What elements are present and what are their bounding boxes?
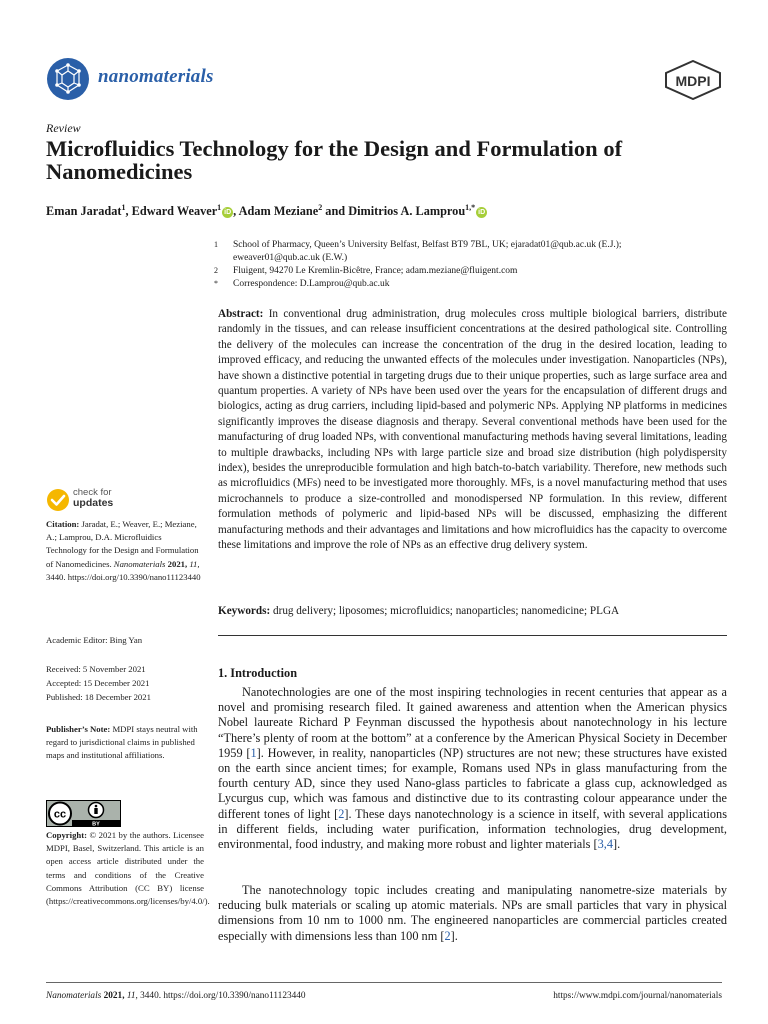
author-name[interactable]: Eman Jaradat (46, 204, 122, 219)
check-updates-top: check for (73, 487, 112, 498)
publisher-note-text: MDPI stays neutral with regard to jurisdictional claims in published maps and institutional affiliations. (46, 724, 198, 761)
reference-link[interactable]: 1 (250, 745, 257, 760)
article-type: Review (46, 121, 81, 135)
affiliation-mark: * (214, 279, 218, 288)
keywords-text: drug delivery; liposomes; microfluidics; nanoparticles; nanomedicine; PLGA (273, 605, 620, 617)
citation-doi[interactable]: 3440. https://doi.org/10.3390/nano11123440 (46, 571, 201, 582)
paragraph: The nanotechnology topic includes creating and manipulating nanometre-size materials by reducing bulk materials or scaling up atomic materials. NPs are small particles that vary in physical dimensions from 10 nm to 1000 nm. The engineered nanoparticles are commercial particles created especially with dimensions less than 100 nm [2]. (218, 883, 727, 943)
reference-link[interactable]: 3,4 (597, 837, 614, 852)
check-for-updates-button[interactable] (46, 486, 166, 514)
affiliation-mark: 2 (214, 266, 218, 275)
copyright-label: Copyright: (46, 830, 88, 840)
footer-journal-url[interactable]: https://www.mdpi.com/journal/nanomaterials (553, 991, 722, 1001)
article-title: Microfluidics Technology for the Design and Formulation of Nanomedicines (46, 136, 623, 184)
affiliation-text: Fluigent, 94270 Le Kremlin-Bicêtre, France; adam.meziane@fluigent.com (233, 266, 518, 276)
cc-by-label: BY (92, 821, 100, 827)
divider (218, 635, 727, 636)
abstract-label: Abstract: (218, 308, 264, 320)
section-heading: 1. Introduction (218, 666, 298, 680)
copyright-text: © 2021 by the authors. Licensee MDPI, Basel, Switzerland. This article is an open access article distributed under the terms and conditions of the Creative Commons Attribution (CC BY) license (https://creativecommons.org/licenses/by/4.0/). (46, 830, 210, 907)
check-updates-icon (46, 487, 70, 513)
keywords-label: Keywords: (218, 605, 271, 617)
footer-citation (46, 991, 306, 1001)
citation-journal: Nanomaterials (113, 558, 166, 569)
check-updates-bottom: updates (73, 497, 114, 509)
cc-by-license-icon[interactable] (46, 800, 121, 827)
accepted-date: Accepted: 15 December 2021 (46, 678, 150, 688)
author-name[interactable]: Adam Meziane (238, 204, 319, 219)
reference-link[interactable]: 2 (444, 928, 451, 943)
journal-logo-icon (46, 57, 90, 101)
publisher-note (46, 723, 204, 763)
reference-link[interactable]: 2 (338, 806, 345, 821)
mdpi-logo-icon (664, 60, 722, 100)
citation-block (46, 518, 204, 584)
academic-editor: Academic Editor: Bing Yan (46, 635, 143, 645)
orcid-icon[interactable]: iD (224, 209, 232, 217)
footer-doi-link[interactable]: 3440. https://doi.org/10.3390/nano11123440 (140, 991, 306, 1001)
citation-label: Citation: (46, 519, 80, 529)
abstract-text: In conventional drug administration, drug molecules cross multiple biological barriers, distribute randomly in the tissues, and can release insufficient concentrations at the desired pathological site. Controlling the delivery of the molecules can increase the concentration of the drug in the desired location, leading to improved efficacy, and reducing the unwanted effects of the molecules under investigation. Nanoparticles (NPs), have shown a distinctive potential in targeting drugs due to their unique properties, such as large surface area and quantum properties. A variety of NPs have been used over the years for the encapsulation of different drugs and biologics, acting as drug carriers, including lipid-based and polymeric NPs. Applying NP platforms in medicines significantly improves the disease diagnosis and therapy. Several conventional methods have been used for the manufacturing of drug loaded NPs, with conventional manufacturing methods having several limitations, leading to multiple drawbacks, including NPs with large particle size and broad size distribution (high polydispersity index), besides the unreproducible formulation and high batch-to-batch variability. Therefore, new methods such as microfluidics (MFs) need to be investigated more thoroughly. MFs, is a novel manufacturing method that uses microchannels to produce a size-controlled and monodispersed NP formulation. In this review, different formulation methods of polymeric and lipid-based NPs will be discussed, emphasizing the different manufacturing methods and their advantages and limitations and how microfluidics has the capacity to overcome these limitations and improve the role of NPs as an effective drug delivery system. (218, 308, 728, 552)
citation-year: 2021, (167, 558, 188, 569)
publisher-name: MDPI (675, 73, 711, 89)
author-list: Eman Jaradat$^1$, Edward Weaver$^1$iD , Adam Meziane$^2$ and Dimitrios A. Lamprou$^{1,*}$iD (46, 203, 486, 219)
affiliation-text: School of Pharmacy, Queen’s University Belfast, Belfast BT9 7BL, UK; ejaradat01@qub.ac.uk (E.J.); (233, 240, 622, 250)
abstract (218, 307, 727, 554)
footer-volume: 11, (126, 991, 138, 1001)
author-name[interactable]: Dimitrios A. Lamprou (348, 204, 466, 219)
citation-text: Jaradat, E.; Weaver, E.; Meziane, A.; Lamprou, D.A. Microfluidics Technology for the Design and Formulation of Nanomedicines. (46, 519, 199, 569)
copyright-block (46, 829, 210, 908)
correspondence-text: Correspondence: D.Lamprou@qub.ac.uk (233, 279, 390, 289)
citation-volume: 11, (189, 558, 200, 569)
publisher-note-label: Publisher’s Note: (46, 724, 111, 734)
author-name[interactable]: Edward Weaver (131, 204, 218, 219)
affiliation-text: eweaver01@qub.ac.uk (E.W.) (233, 253, 348, 263)
footer-year: 2021, (103, 991, 125, 1001)
keywords (218, 604, 727, 619)
published-date: Published: 18 December 2021 (46, 692, 151, 702)
paragraph: Nanotechnologies are one of the most inspiring technologies in recent centuries that appear as a novel and promising research filed. It gained awareness and attention when the American physics Nobel laureate Richard P Feynman discussed the hypothesis about nanotechnology in his lecture “There’s plenty of room at the bottom” at a conference by the American Physical Society in December 1959 [1]. However, in reality, nanoparticles (NP) structures are not new; these structures have existed on the earth since ancient times; for example, Romans used NPs in glass manufacturing from the fourth century AD, since they used Nano-glass particles to fabricate a glass cup, acknowledged as Lycurgus cup, which was famous and distinctive due to its contrasting colour appearance under the different tones of light [2]. These days nanotechnology is a science in itself, with several applications in different fields, including water purification, information technologies, drug development, environmental, food industry, and making more robust and lighter materials [3,4]. (218, 685, 727, 852)
footer-journal: Nanomaterials (46, 991, 102, 1001)
svg-text:cc: cc (53, 808, 67, 821)
footer-divider (46, 982, 722, 983)
orcid-icon[interactable]: iD (478, 209, 486, 217)
journal-name: nanomaterials (98, 66, 214, 87)
received-date: Received: 5 November 2021 (46, 664, 146, 674)
affiliation-mark: 1 (214, 240, 218, 249)
